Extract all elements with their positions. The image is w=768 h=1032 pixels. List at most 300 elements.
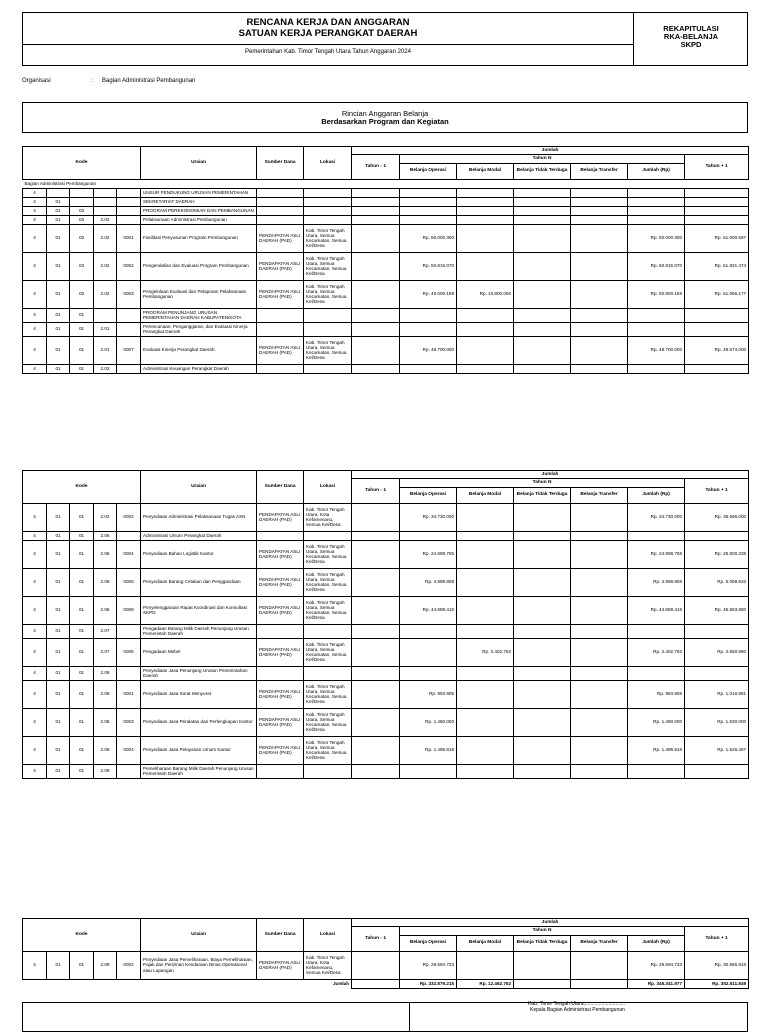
- tahun-plus-cell: Rp. 1.526.467: [685, 736, 749, 764]
- kode-kegiatan-cell: 2.08: [94, 736, 117, 764]
- uraian-cell: Pelaksanaan Administrasi Pembangunan: [141, 215, 257, 224]
- kode-urusan-cell: 4: [23, 280, 47, 308]
- kode-bidang-cell: 01: [47, 336, 70, 364]
- col-tahun-n: Tahun N: [400, 927, 685, 935]
- tahun-plus-cell: [685, 206, 749, 215]
- jumlah-rp-cell: Rp. 1.460.000: [628, 708, 685, 736]
- table-total: [23, 979, 749, 988]
- uraian-cell: Fasilitasi Penyusunan Program Pembangunan: [141, 224, 257, 252]
- sumber-dana-cell: [257, 531, 304, 540]
- kode-kegiatan-cell: 2.06: [94, 596, 117, 624]
- belanja-operasi-cell: Rp. 34.730.000: [400, 503, 457, 531]
- total-belanja-transfer: [571, 979, 628, 988]
- kode-subkegiatan-cell: [117, 197, 141, 206]
- table-body-page-2: [23, 503, 749, 778]
- tahun-plus-cell: Rp. 1.016.981: [685, 680, 749, 708]
- lokasi-cell: [304, 764, 352, 778]
- kode-bidang-cell: 01: [47, 215, 70, 224]
- belanja-modal-cell: [457, 503, 514, 531]
- belanja-transfer-cell: [571, 951, 628, 979]
- sumber-dana-cell: [257, 364, 304, 373]
- kode-program-cell: 01: [70, 638, 94, 666]
- total-tahun-plus: Rp. 352.511.849: [685, 979, 749, 988]
- col-sumber-dana: Sumber Dana: [257, 471, 304, 504]
- kode-urusan-cell: 4: [23, 308, 47, 322]
- kode-kegiatan-cell: 2.08: [94, 680, 117, 708]
- tahun-min-cell: [352, 215, 400, 224]
- belanja-tidak-terduga-cell: [514, 188, 571, 197]
- table-body-page-1: [23, 179, 749, 373]
- tahun-plus-cell: Rp. 5.099.933: [685, 568, 749, 596]
- sumber-dana-cell: PENDAPATAN ASLI DAERAH (PAD): [257, 951, 304, 979]
- belanja-tidak-terduga-cell: [514, 680, 571, 708]
- jumlah-rp-cell: [628, 188, 685, 197]
- belanja-operasi-cell: Rp. 24.999.765: [400, 540, 457, 568]
- lokasi-cell: [304, 531, 352, 540]
- belanja-tidak-terduga-cell: [514, 197, 571, 206]
- tahun-plus-cell: [685, 188, 749, 197]
- kode-urusan-cell: 4: [23, 764, 47, 778]
- col-belanja-tidak-terduga: Belanja Tidak Terduga: [514, 163, 571, 179]
- kode-program-cell: 01: [70, 736, 94, 764]
- kode-subkegiatan-cell: 0001: [117, 680, 141, 708]
- kode-subkegiatan-cell: [117, 308, 141, 322]
- kode-urusan-cell: 4: [23, 540, 47, 568]
- col-tahun-plus: Tahun + 1: [685, 927, 749, 951]
- tahun-plus-cell: Rp. 35.596.000: [685, 503, 749, 531]
- kode-kegiatan-cell: 2.08: [94, 666, 117, 680]
- belanja-transfer-cell: [571, 680, 628, 708]
- belanja-tidak-terduga-cell: [514, 736, 571, 764]
- tahun-plus-cell: [685, 666, 749, 680]
- belanja-transfer-cell: [571, 188, 628, 197]
- group-label: Bagian Administrasi Pembangunan: [23, 179, 749, 188]
- uraian-cell: Pemeliharaan Barang Milik Daerah Penunjang Urusan Pemerintah Daerah: [141, 764, 257, 778]
- tahun-min-cell: [352, 503, 400, 531]
- tahun-plus-cell: [685, 531, 749, 540]
- lokasi-cell: [304, 308, 352, 322]
- jumlah-rp-cell: [628, 206, 685, 215]
- kode-urusan-cell: 4: [23, 708, 47, 736]
- kode-program-cell: 01: [70, 322, 94, 336]
- col-tahun-n: Tahun N: [400, 155, 685, 163]
- jumlah-rp-cell: [628, 364, 685, 373]
- kode-bidang-cell: 01: [47, 540, 70, 568]
- jumlah-rp-cell: Rp. 50.800.169: [628, 280, 685, 308]
- table-row: [23, 322, 749, 336]
- signature-box: [22, 1002, 748, 1032]
- table-row: [23, 680, 749, 708]
- kode-urusan-cell: 4: [23, 531, 47, 540]
- jumlah-rp-cell: Rp. 50.815.070: [628, 252, 685, 280]
- uraian-cell: Penyelenggaraan Rapat Koordinasi dan Konsultasi SKPD: [141, 596, 257, 624]
- tahun-plus-cell: [685, 764, 749, 778]
- tahun-min-cell: [352, 638, 400, 666]
- kode-urusan-cell: 4: [23, 666, 47, 680]
- uraian-cell: Evaluasi Kinerja Perangkat Daerah: [141, 336, 257, 364]
- jumlah-rp-cell: Rp. 50.000.300: [628, 224, 685, 252]
- belanja-transfer-cell: [571, 252, 628, 280]
- belanja-operasi-cell: [400, 308, 457, 322]
- kode-kegiatan-cell: 2.09: [94, 951, 117, 979]
- kode-kegiatan-cell: 2.08: [94, 708, 117, 736]
- kode-program-cell: 01: [70, 308, 94, 322]
- jumlah-rp-cell: [628, 531, 685, 540]
- tahun-min-cell: [352, 252, 400, 280]
- total-label: Jumlah: [23, 979, 352, 988]
- kode-kegiatan-cell: 2.02: [94, 364, 117, 373]
- belanja-tidak-terduga-cell: [514, 666, 571, 680]
- belanja-tidak-terduga-cell: [514, 531, 571, 540]
- uraian-cell: Pengadaan Barang Milik Daerah Penunjang Urusan Pemerintah Daerah: [141, 624, 257, 638]
- sumber-dana-cell: [257, 666, 304, 680]
- uraian-cell: Administrasi Umum Perangkat Daerah: [141, 531, 257, 540]
- table-row: [23, 540, 749, 568]
- col-tahun-plus: Tahun + 1: [685, 155, 749, 179]
- lokasi-cell: [304, 666, 352, 680]
- kode-subkegiatan-cell: [117, 322, 141, 336]
- table-row: [23, 215, 749, 224]
- belanja-operasi-cell: [400, 197, 457, 206]
- col-tahun-min: Tahun - 1: [352, 155, 400, 179]
- belanja-modal-cell: [457, 951, 514, 979]
- kode-bidang-cell: 01: [47, 764, 70, 778]
- table-row: [23, 666, 749, 680]
- belanja-transfer-cell: [571, 224, 628, 252]
- header-title-line1: RENCANA KERJA DAN ANGGARAN: [246, 17, 410, 28]
- lokasi-cell: Kab. Timor Tengah Utara, Semua Kecamatan, Semua Kel/Desa: [304, 680, 352, 708]
- sumber-dana-cell: PENDAPATAN ASLI DAERAH (PAD): [257, 224, 304, 252]
- jumlah-rp-cell: Rp. 24.999.765: [628, 540, 685, 568]
- table-row: [23, 531, 749, 540]
- kode-kegiatan-cell: 2.02: [94, 224, 117, 252]
- belanja-tidak-terduga-cell: [514, 708, 571, 736]
- table-row: [23, 364, 749, 373]
- tahun-plus-cell: [685, 215, 749, 224]
- kode-urusan-cell: 4: [23, 188, 47, 197]
- belanja-modal-cell: [457, 322, 514, 336]
- kode-urusan-cell: 4: [23, 224, 47, 252]
- jumlah-rp-cell: Rp. 34.730.000: [628, 503, 685, 531]
- col-kode: Kode: [23, 919, 141, 952]
- belanja-modal-cell: [457, 540, 514, 568]
- uraian-cell: Penyediaan Jasa Pemeliharaan, Biaya Pemeliharaan, Pajak dan Perizinan Kendaraan Dinas Operasional atau Lapangan: [141, 951, 257, 979]
- kode-urusan-cell: 4: [23, 206, 47, 215]
- sumber-dana-cell: PENDAPATAN ASLI DAERAH (PAD): [257, 736, 304, 764]
- belanja-tidak-terduga-cell: [514, 336, 571, 364]
- header-right-line2: RKA-BELANJA: [663, 32, 719, 41]
- uraian-cell: Penyediaan Barang Cetakan dan Penggandaan: [141, 568, 257, 596]
- belanja-operasi-cell: Rp. 1.460.000: [400, 708, 457, 736]
- belanja-operasi-cell: Rp. 4.999.808: [400, 568, 457, 596]
- kode-kegiatan-cell: 2.09: [94, 764, 117, 778]
- kode-subkegiatan-cell: [117, 764, 141, 778]
- belanja-transfer-cell: [571, 364, 628, 373]
- kode-bidang-cell: 01: [47, 596, 70, 624]
- col-belanja-tidak-terduga: Belanja Tidak Terduga: [514, 487, 571, 503]
- kode-bidang-cell: 01: [47, 736, 70, 764]
- total-belanja-operasi: Rp. 332.879.215: [400, 979, 457, 988]
- kode-subkegiatan-cell: 0003: [117, 708, 141, 736]
- col-jumlah: Jumlah: [352, 919, 749, 927]
- belanja-transfer-cell: [571, 336, 628, 364]
- belanja-tidak-terduga-cell: [514, 322, 571, 336]
- tahun-min-cell: [352, 280, 400, 308]
- col-belanja-operasi: Belanja Operasi: [400, 163, 457, 179]
- col-tahun-plus: Tahun + 1: [685, 479, 749, 503]
- belanja-transfer-cell: [571, 624, 628, 638]
- kode-bidang-cell: 01: [47, 951, 70, 979]
- tahun-plus-cell: Rp. 30.686.916: [685, 951, 749, 979]
- lokasi-cell: Kab. Timor Tengah Utara, Semua Kecamatan, Semua Kel/Desa: [304, 224, 352, 252]
- jumlah-rp-cell: [628, 308, 685, 322]
- belanja-tidak-terduga-cell: [514, 638, 571, 666]
- kode-subkegiatan-cell: 0002: [117, 951, 141, 979]
- belanja-operasi-cell: Rp. 1.495.918: [400, 736, 457, 764]
- belanja-modal-cell: [457, 336, 514, 364]
- kode-program-cell: 03: [70, 280, 94, 308]
- kode-urusan-cell: 4: [23, 624, 47, 638]
- lokasi-cell: [304, 197, 352, 206]
- col-belanja-operasi: Belanja Operasi: [400, 935, 457, 951]
- kode-bidang-cell: 01: [47, 708, 70, 736]
- jumlah-rp-cell: [628, 764, 685, 778]
- kode-subkegiatan-cell: 0004: [117, 540, 141, 568]
- tahun-plus-cell: Rp. 1.530.000: [685, 708, 749, 736]
- jumlah-rp-cell: Rp. 44.689.415: [628, 596, 685, 624]
- lokasi-cell: [304, 215, 352, 224]
- lokasi-cell: Kab. Timor Tengah Utara, Semua Kecamatan, Semua Kel/Desa: [304, 736, 352, 764]
- kode-subkegiatan-cell: [117, 624, 141, 638]
- belanja-tidak-terduga-cell: [514, 503, 571, 531]
- table-row: [23, 224, 749, 252]
- kode-program-cell: 01: [70, 951, 94, 979]
- belanja-modal-cell: [457, 596, 514, 624]
- lokasi-cell: Kab. Timor Tengah Utara, Semua Kecamatan, Semua Kel/Desa: [304, 336, 352, 364]
- belanja-tidak-terduga-cell: [514, 364, 571, 373]
- jumlah-rp-cell: [628, 666, 685, 680]
- col-jumlah-rp: Jumlah (Rp): [628, 487, 685, 503]
- table-header: [23, 147, 749, 180]
- belanja-tidak-terduga-cell: [514, 308, 571, 322]
- belanja-modal-cell: [457, 197, 514, 206]
- kode-program-cell: 01: [70, 540, 94, 568]
- sumber-dana-cell: [257, 197, 304, 206]
- sumber-dana-cell: PENDAPATAN ASLI DAERAH (PAD): [257, 638, 304, 666]
- total-belanja-modal: Rp. 12.462.762: [457, 979, 514, 988]
- org-label: Organisasi: [22, 78, 51, 84]
- lokasi-cell: [304, 206, 352, 215]
- uraian-cell: Perencanaan, Penganggaran, dan Evaluasi Kinerja Perangkat Daerah: [141, 322, 257, 336]
- kode-urusan-cell: 4: [23, 596, 47, 624]
- kode-program-cell: 01: [70, 503, 94, 531]
- tahun-plus-cell: Rp. 49.674.000: [685, 336, 749, 364]
- sumber-dana-cell: PENDAPATAN ASLI DAERAH (PAD): [257, 680, 304, 708]
- uraian-cell: Administrasi Keuangan Perangkat Daerah: [141, 364, 257, 373]
- header-right-line3: SKPD: [680, 40, 702, 49]
- total-jumlah-rp: Rp. 345.341.977: [628, 979, 685, 988]
- col-jumlah: Jumlah: [352, 471, 749, 479]
- header-right-title: [634, 25, 748, 49]
- belanja-transfer-cell: [571, 568, 628, 596]
- kode-subkegiatan-cell: 0002: [117, 503, 141, 531]
- table-row: [23, 764, 749, 778]
- sumber-dana-cell: [257, 188, 304, 197]
- sumber-dana-cell: [257, 308, 304, 322]
- uraian-cell: Penyediaan Jasa Penunjang Urusan Pemerintahan Daerah: [141, 666, 257, 680]
- uraian-cell: SEKRETARIAT DAERAH: [141, 197, 257, 206]
- kode-urusan-cell: 4: [23, 736, 47, 764]
- kode-bidang-cell: [47, 188, 70, 197]
- belanja-transfer-cell: [571, 197, 628, 206]
- belanja-transfer-cell: [571, 280, 628, 308]
- kode-urusan-cell: 4: [23, 322, 47, 336]
- uraian-cell: Penyediaan Bahan Logistik Kantor: [141, 540, 257, 568]
- tahun-min-cell: [352, 224, 400, 252]
- col-uraian: Uraian: [141, 147, 257, 180]
- uraian-cell: Penyediaan Jasa Surat Menyurat: [141, 680, 257, 708]
- kode-bidang-cell: 01: [47, 638, 70, 666]
- tahun-min-cell: [352, 308, 400, 322]
- sumber-dana-cell: [257, 764, 304, 778]
- kode-kegiatan-cell: [94, 188, 117, 197]
- belanja-operasi-cell: Rp. 993.905: [400, 680, 457, 708]
- kode-subkegiatan-cell: [117, 206, 141, 215]
- kode-bidang-cell: 01: [47, 503, 70, 531]
- sumber-dana-cell: [257, 624, 304, 638]
- belanja-tidak-terduga-cell: [514, 215, 571, 224]
- kode-program-cell: 01: [70, 336, 94, 364]
- belanja-modal-cell: [457, 206, 514, 215]
- lokasi-cell: Kab. Timor Tengah Utara, Semua Kecamatan, Semua Kel/Desa: [304, 540, 352, 568]
- belanja-operasi-cell: [400, 215, 457, 224]
- jumlah-rp-cell: Rp. 4.999.808: [628, 568, 685, 596]
- jumlah-rp-cell: [628, 322, 685, 336]
- table-row: [23, 503, 749, 531]
- table-row: [23, 336, 749, 364]
- lokasi-cell: [304, 364, 352, 373]
- col-belanja-transfer: Belanja Transfer: [571, 487, 628, 503]
- belanja-operasi-cell: [400, 206, 457, 215]
- belanja-operasi-cell: [400, 624, 457, 638]
- sumber-dana-cell: PENDAPATAN ASLI DAERAH (PAD): [257, 280, 304, 308]
- table-row: [23, 188, 749, 197]
- belanja-transfer-cell: [571, 736, 628, 764]
- col-lokasi: Lokasi: [304, 147, 352, 180]
- kode-program-cell: [70, 197, 94, 206]
- tahun-plus-cell: Rp. 51.066.177: [685, 280, 749, 308]
- jumlah-rp-cell: Rp. 2.402.762: [628, 638, 685, 666]
- total-belanja-tidak-terduga: [514, 979, 571, 988]
- kode-kegiatan-cell: 2.06: [94, 540, 117, 568]
- tahun-plus-cell: [685, 624, 749, 638]
- header-title-line2: SATUAN KERJA PERANGKAT DAERAH: [238, 28, 418, 39]
- belanja-operasi-cell: Rp. 44.689.415: [400, 596, 457, 624]
- kode-program-cell: [70, 188, 94, 197]
- belanja-transfer-cell: [571, 206, 628, 215]
- belanja-tidak-terduga-cell: [514, 568, 571, 596]
- kode-subkegiatan-cell: 0001: [117, 224, 141, 252]
- col-tahun-min: Tahun - 1: [352, 927, 400, 951]
- col-tahun-n: Tahun N: [400, 479, 685, 487]
- lokasi-cell: Kab. Timor Tengah Utara, Semua Kecamatan, Semua Kel/Desa: [304, 638, 352, 666]
- lokasi-cell: Kab. Timor Tengah Utara, Kota Kefamenanu, Semua Kel/Desa: [304, 951, 352, 979]
- kode-program-cell: 01: [70, 764, 94, 778]
- belanja-tidak-terduga-cell: [514, 206, 571, 215]
- lokasi-cell: Kab. Timor Tengah Utara, Semua Kecamatan, Semua Kel/Desa: [304, 708, 352, 736]
- tahun-min-cell: [352, 708, 400, 736]
- section-title-line1: Rincian Anggaran Belanja: [341, 109, 429, 118]
- col-belanja-transfer: Belanja Transfer: [571, 935, 628, 951]
- org-value: Bagian Administrasi Pembangunan: [102, 78, 196, 84]
- table-row: [23, 596, 749, 624]
- belanja-transfer-cell: [571, 638, 628, 666]
- kode-kegiatan-cell: 2.02: [94, 215, 117, 224]
- col-belanja-modal: Belanja Modal: [457, 163, 514, 179]
- tahun-min-cell: [352, 206, 400, 215]
- kode-bidang-cell: 01: [47, 322, 70, 336]
- kode-subkegiatan-cell: [117, 531, 141, 540]
- kode-subkegiatan-cell: [117, 666, 141, 680]
- kode-program-cell: 03: [70, 252, 94, 280]
- belanja-transfer-cell: [571, 503, 628, 531]
- sumber-dana-cell: PENDAPATAN ASLI DAERAH (PAD): [257, 596, 304, 624]
- jumlah-rp-cell: [628, 197, 685, 206]
- col-tahun-min: Tahun - 1: [352, 479, 400, 503]
- belanja-modal-cell: Rp. 2.402.762: [457, 638, 514, 666]
- col-jumlah: Jumlah: [352, 147, 749, 155]
- table-row: [23, 280, 749, 308]
- kode-subkegiatan-cell: 0004: [117, 736, 141, 764]
- sumber-dana-cell: PENDAPATAN ASLI DAERAH (PAD): [257, 252, 304, 280]
- kode-kegiatan-cell: 2.07: [94, 638, 117, 666]
- kode-subkegiatan-cell: 0007: [117, 336, 141, 364]
- kode-urusan-cell: 4: [23, 568, 47, 596]
- belanja-modal-cell: [457, 531, 514, 540]
- kode-subkegiatan-cell: 0005: [117, 638, 141, 666]
- kode-kegiatan-cell: [94, 197, 117, 206]
- table-row: [23, 638, 749, 666]
- table-row: [23, 197, 749, 206]
- belanja-operasi-cell: Rp. 48.700.000: [400, 336, 457, 364]
- lokasi-cell: [304, 322, 352, 336]
- table-body-page-3: [23, 951, 749, 979]
- kode-bidang-cell: 01: [47, 280, 70, 308]
- belanja-transfer-cell: [571, 540, 628, 568]
- budget-table-page-1: [22, 146, 749, 374]
- kode-urusan-cell: 4: [23, 215, 47, 224]
- kode-urusan-cell: 4: [23, 951, 47, 979]
- kode-subkegiatan-cell: [117, 215, 141, 224]
- lokasi-cell: Kab. Timor Tengah Utara, Kota Kefamenanu, Semua Kel/Desa: [304, 503, 352, 531]
- belanja-operasi-cell: Rp. 29.594.733: [400, 951, 457, 979]
- tahun-min-cell: [352, 680, 400, 708]
- kode-bidang-cell: 01: [47, 364, 70, 373]
- kode-urusan-cell: 4: [23, 364, 47, 373]
- budget-table-page-3: [22, 918, 749, 989]
- kode-subkegiatan-cell: 0005: [117, 568, 141, 596]
- header-right-line1: REKAPITULASI: [663, 24, 719, 33]
- col-lokasi: Lokasi: [304, 471, 352, 504]
- uraian-cell: Pengelolaan Evaluasi dan Pelaporan Pelaksanaan Pembangunan: [141, 280, 257, 308]
- belanja-modal-cell: [457, 568, 514, 596]
- sumber-dana-cell: PENDAPATAN ASLI DAERAH (PAD): [257, 568, 304, 596]
- uraian-cell: UNSUR PENDUKUNG URUSAN PEMERINTAHAN: [141, 188, 257, 197]
- tahun-plus-cell: Rp. 25.500.335: [685, 540, 749, 568]
- header-divider-h: [22, 44, 634, 45]
- kode-urusan-cell: 4: [23, 503, 47, 531]
- tahun-min-cell: [352, 531, 400, 540]
